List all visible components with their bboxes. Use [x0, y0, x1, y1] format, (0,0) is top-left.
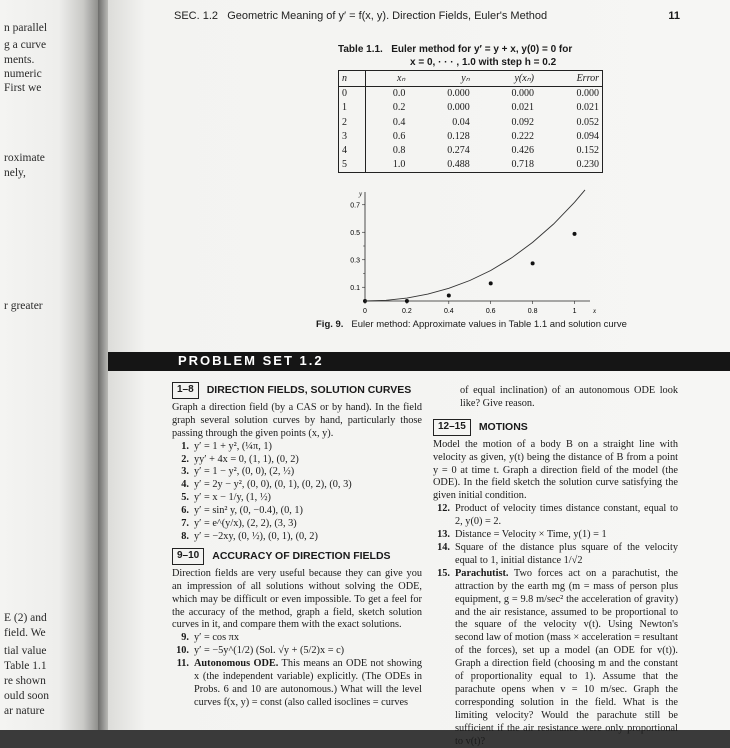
euler-plot: [343, 188, 603, 318]
table-column-header: yₙ: [408, 71, 472, 87]
table-cell: 2: [339, 115, 366, 129]
y-tick-label: 0.3: [350, 257, 360, 265]
x-tick-label: 0.2: [402, 308, 412, 315]
problem-number: 14.: [437, 541, 450, 553]
problem-text: Distance = Velocity × Time, y(1) = 1: [455, 529, 607, 541]
left-page-text: First we: [4, 82, 42, 94]
table-row: [339, 115, 603, 129]
table-cell: 0.718: [511, 159, 535, 171]
table-caption-line2: x = 0, · · · , 1.0 with step h = 0.2: [410, 57, 557, 68]
table-column-header: Error: [537, 71, 602, 87]
y-tick-label: 0.5: [350, 229, 360, 237]
table-cell: 5: [339, 158, 366, 172]
table-cell: 0.230: [576, 159, 599, 171]
table-cell: 0.094: [576, 131, 599, 143]
problem-number: 6.: [181, 505, 189, 517]
figure-caption-text: Euler method: Approximate values in Table 1.1 and solution curve: [351, 319, 627, 330]
table-row: [339, 87, 603, 101]
left-page-text: ould soon: [4, 690, 50, 702]
table-cell: 1.0: [392, 159, 406, 171]
x-tick-label: 0.8: [527, 308, 538, 315]
book-gutter: [98, 0, 108, 730]
left-page-text: tial value: [4, 645, 47, 657]
table-cell: 0.6: [392, 131, 406, 143]
left-page-text: n parallel: [4, 22, 48, 34]
table-cell: 0.000: [511, 88, 535, 100]
problem-number: 8.: [181, 530, 189, 542]
table-row: [339, 101, 603, 115]
problem-text: y′ = sin² y, (0, −0.4), (0, 1): [194, 505, 303, 517]
table-header-row: [339, 71, 603, 87]
table-cell: 0.021: [576, 102, 599, 114]
left-page-text: Table 1.1: [4, 660, 47, 672]
problem-number: 7.: [181, 518, 189, 530]
problem-text: y′ = 2y − y², (0, 0), (0, 1), (0, 2), (0, 3): [194, 479, 352, 491]
problem-item: [172, 454, 422, 467]
page-number: 11: [668, 10, 680, 22]
problem-number: 5.: [181, 492, 189, 504]
x-tick-label: 0.6: [485, 308, 496, 315]
problem-number: 4.: [181, 479, 189, 491]
table-cell: 0.092: [511, 116, 535, 128]
table-cell: 0.274: [447, 145, 470, 157]
section-heading: [172, 548, 422, 565]
running-header: [174, 10, 547, 22]
problem-number: 2.: [181, 453, 189, 465]
left-page-text: numeric: [4, 68, 42, 80]
problem-text: y′ = x − 1/y, (1, ½): [194, 492, 271, 504]
problem-item: [433, 568, 678, 748]
left-page-text: field. We: [4, 627, 46, 639]
table-cell: 1: [339, 101, 366, 115]
table-row: [339, 144, 603, 158]
right-page: [108, 0, 730, 747]
header-title: Geometric Meaning of y′ = f(x, y). Direction Fields, Euler's Method: [227, 10, 548, 22]
problem-text: y′ = e^(y/x), (2, 2), (3, 3): [194, 518, 297, 530]
section-title: MOTIONS: [478, 420, 528, 433]
problem-list: [172, 632, 422, 709]
problem-text: y′ = −5y^(1/2) (Sol. √y + (5/2)x = c): [194, 645, 345, 657]
problem-number: 12.: [437, 503, 450, 515]
table-cell: 0.8: [392, 145, 406, 157]
section-title: ACCURACY OF DIRECTION FIELDS: [212, 549, 391, 562]
table-cell: 3: [339, 129, 366, 143]
table-cell: 0.488: [447, 159, 470, 171]
problem-heading: Autonomous ODE.: [194, 658, 279, 670]
table-column-header: xₙ: [366, 71, 409, 87]
problem-text: Product of velocity times distance constant, equal to 2, y(0) = 2.: [455, 503, 678, 528]
problem-number: 15.: [437, 567, 450, 579]
header-section: SEC. 1.2: [174, 10, 219, 22]
figure-caption-label: Fig. 9.: [316, 319, 344, 330]
euler-point: [405, 299, 409, 303]
problem-text: Parachutist. Two forces act on a parachutist, the attraction by the earth mg (m = mass of person plus equipment, g = 9.8 m/sec² the acceleration of gravity) and the air resistance, assumed to be proportional to the square of the velocity v(t). Using Newton's second law of motion (mass × acceleration = resultant of the forces), set up a model (an ODE for v(t)). Graph a direction field (choosing m and the constant of proportionality equal to 1). Assume that the parachute opens when v = 10 m/sec. Graph the corresponding solution in the field. What is the limiting velocity? Would the parachute still be sufficient if the air resistance were only proportional to v(t)?: [455, 567, 678, 747]
problem-text: yy′ + 4x = 0, (1, 1), (0, 2): [194, 453, 299, 465]
problem-text: Autonomous ODE. This means an ODE not showing x (the independent variable) explicitly. (The ODEs in Probs. 6 and 10 are autonomous.) What will the level curves f(x, y) = const (also called isoclines = curves: [194, 658, 422, 708]
solution-curve: [365, 190, 585, 301]
table-cell: 0.000: [576, 88, 599, 100]
figure-caption: [316, 319, 627, 330]
problem-item: [172, 531, 422, 544]
y-tick-label: 0.1: [350, 284, 360, 292]
table-body: [339, 87, 603, 173]
problem-item: [172, 518, 422, 531]
problem-item: [172, 441, 422, 454]
table-cell: 0.4: [392, 116, 406, 128]
table-cell: 0: [339, 87, 366, 101]
left-page-text: g a curve: [4, 39, 47, 51]
section-title: DIRECTION FIELDS, SOLUTION CURVES: [206, 384, 412, 396]
table-cell: 0.0: [392, 88, 406, 100]
section-intro: Direction fields are very useful because they can give you an impression of all solutions without solving the ODE, which may be difficult or even impossible. To get a feel for the accuracy of the method, graph a field, sketch solution curves in it, and compare them with the exact solutions.: [172, 567, 422, 631]
table-caption-line1: Euler method for y′ = y + x, y(0) = 0 for: [391, 44, 573, 55]
y-axis-label: y: [359, 190, 363, 198]
table-row: [339, 129, 603, 143]
table-caption: [338, 43, 598, 69]
problem-text: y′ = cos πx: [194, 632, 240, 644]
section-intro: Model the motion of a body B on a straight line with velocity as given, y(t) being the distance of B from a point y = 0 at time t. Graph a direction field of the model (the ODE). In the field sketch the solution curve satisfying the given initial condition.: [433, 438, 678, 502]
problem-number: 9.: [181, 632, 189, 644]
problem-item: [172, 632, 422, 645]
table-column-header: y(xₙ): [473, 71, 537, 87]
left-page-text: ar nature: [4, 705, 45, 717]
x-tick-label: 0: [363, 308, 367, 315]
problem-item: [172, 505, 422, 518]
table-cell: 0.426: [511, 145, 535, 157]
problem-heading: Parachutist.: [455, 567, 509, 579]
x-axis-label: x: [593, 307, 597, 315]
table-cell: 0.128: [447, 131, 470, 143]
section-range: 12–15: [433, 419, 471, 436]
problem-set-title: PROBLEM SET 1.2: [178, 353, 324, 368]
problem-item: [172, 645, 422, 658]
problems-left-column: [172, 380, 422, 710]
euler-point: [573, 232, 577, 236]
left-page-text: ments.: [4, 54, 35, 66]
section-range: 9–10: [172, 548, 204, 565]
table-row: [339, 158, 603, 172]
left-page-text: roximate: [4, 152, 45, 164]
problem-number: 13.: [437, 529, 450, 541]
problem-number: 10.: [176, 645, 189, 657]
left-page-text: E (2) and: [4, 612, 47, 624]
section-heading: [172, 382, 422, 399]
problem-item: [172, 658, 422, 710]
problem-number: 3.: [181, 466, 189, 478]
table-cell: 0.052: [576, 116, 599, 128]
problem-item: [433, 542, 678, 568]
problem-item: [172, 466, 422, 479]
problem-text: y′ = 1 − y², (0, 0), (2, ½): [194, 466, 295, 478]
left-page-text: re shown: [4, 675, 46, 687]
table-cell: 4: [339, 144, 366, 158]
section-range: 1–8: [172, 382, 199, 399]
table-cell: 0.04: [452, 116, 470, 128]
y-tick-label: 0.7: [350, 202, 360, 210]
problem-list: [433, 503, 678, 748]
euler-point: [489, 281, 493, 285]
section-intro: Graph a direction field (by a CAS or by hand). In the field graph several solution curves by hand, particularly those passing through the given points (x, y).: [172, 401, 422, 439]
problems-right-column: [433, 385, 678, 748]
problem-item: [172, 492, 422, 505]
problem-number: 11.: [176, 658, 189, 670]
euler-table: [338, 70, 603, 173]
euler-point: [447, 294, 451, 298]
left-facing-page: [0, 0, 98, 730]
table-cell: 0.021: [511, 102, 535, 114]
problem-text: y′ = −2xy, (0, ½), (0, 1), (0, 2): [194, 530, 318, 542]
problem-number: 1.: [181, 440, 189, 452]
problem-text: y′ = 1 + y², (¼π, 1): [194, 440, 272, 452]
euler-point: [531, 261, 535, 265]
table-cell: 0.000: [447, 102, 470, 114]
problem-text: Square of the distance plus square of the velocity equal to 1, initial distance 1/√2: [455, 541, 678, 566]
table-cell: 0.000: [447, 88, 470, 100]
table-cell: 0.152: [576, 145, 599, 157]
x-tick-label: 1: [572, 308, 577, 315]
x-tick-label: 0.4: [443, 308, 454, 315]
problem-list: [172, 441, 422, 544]
left-page-text: nely,: [4, 167, 26, 179]
table-cell: 0.222: [511, 131, 535, 143]
problem-item: [433, 503, 678, 529]
continued-text: of equal inclination) of an autonomous ODE look like? Give reason.: [460, 385, 678, 409]
left-page-text: r greater: [4, 300, 43, 312]
problem-item: [433, 529, 678, 542]
table-column-header: n: [339, 71, 366, 87]
section-heading: [433, 419, 678, 436]
table-caption-label: Table 1.1.: [338, 44, 383, 55]
table-cell: 0.2: [392, 102, 406, 114]
problem-item: [172, 479, 422, 492]
